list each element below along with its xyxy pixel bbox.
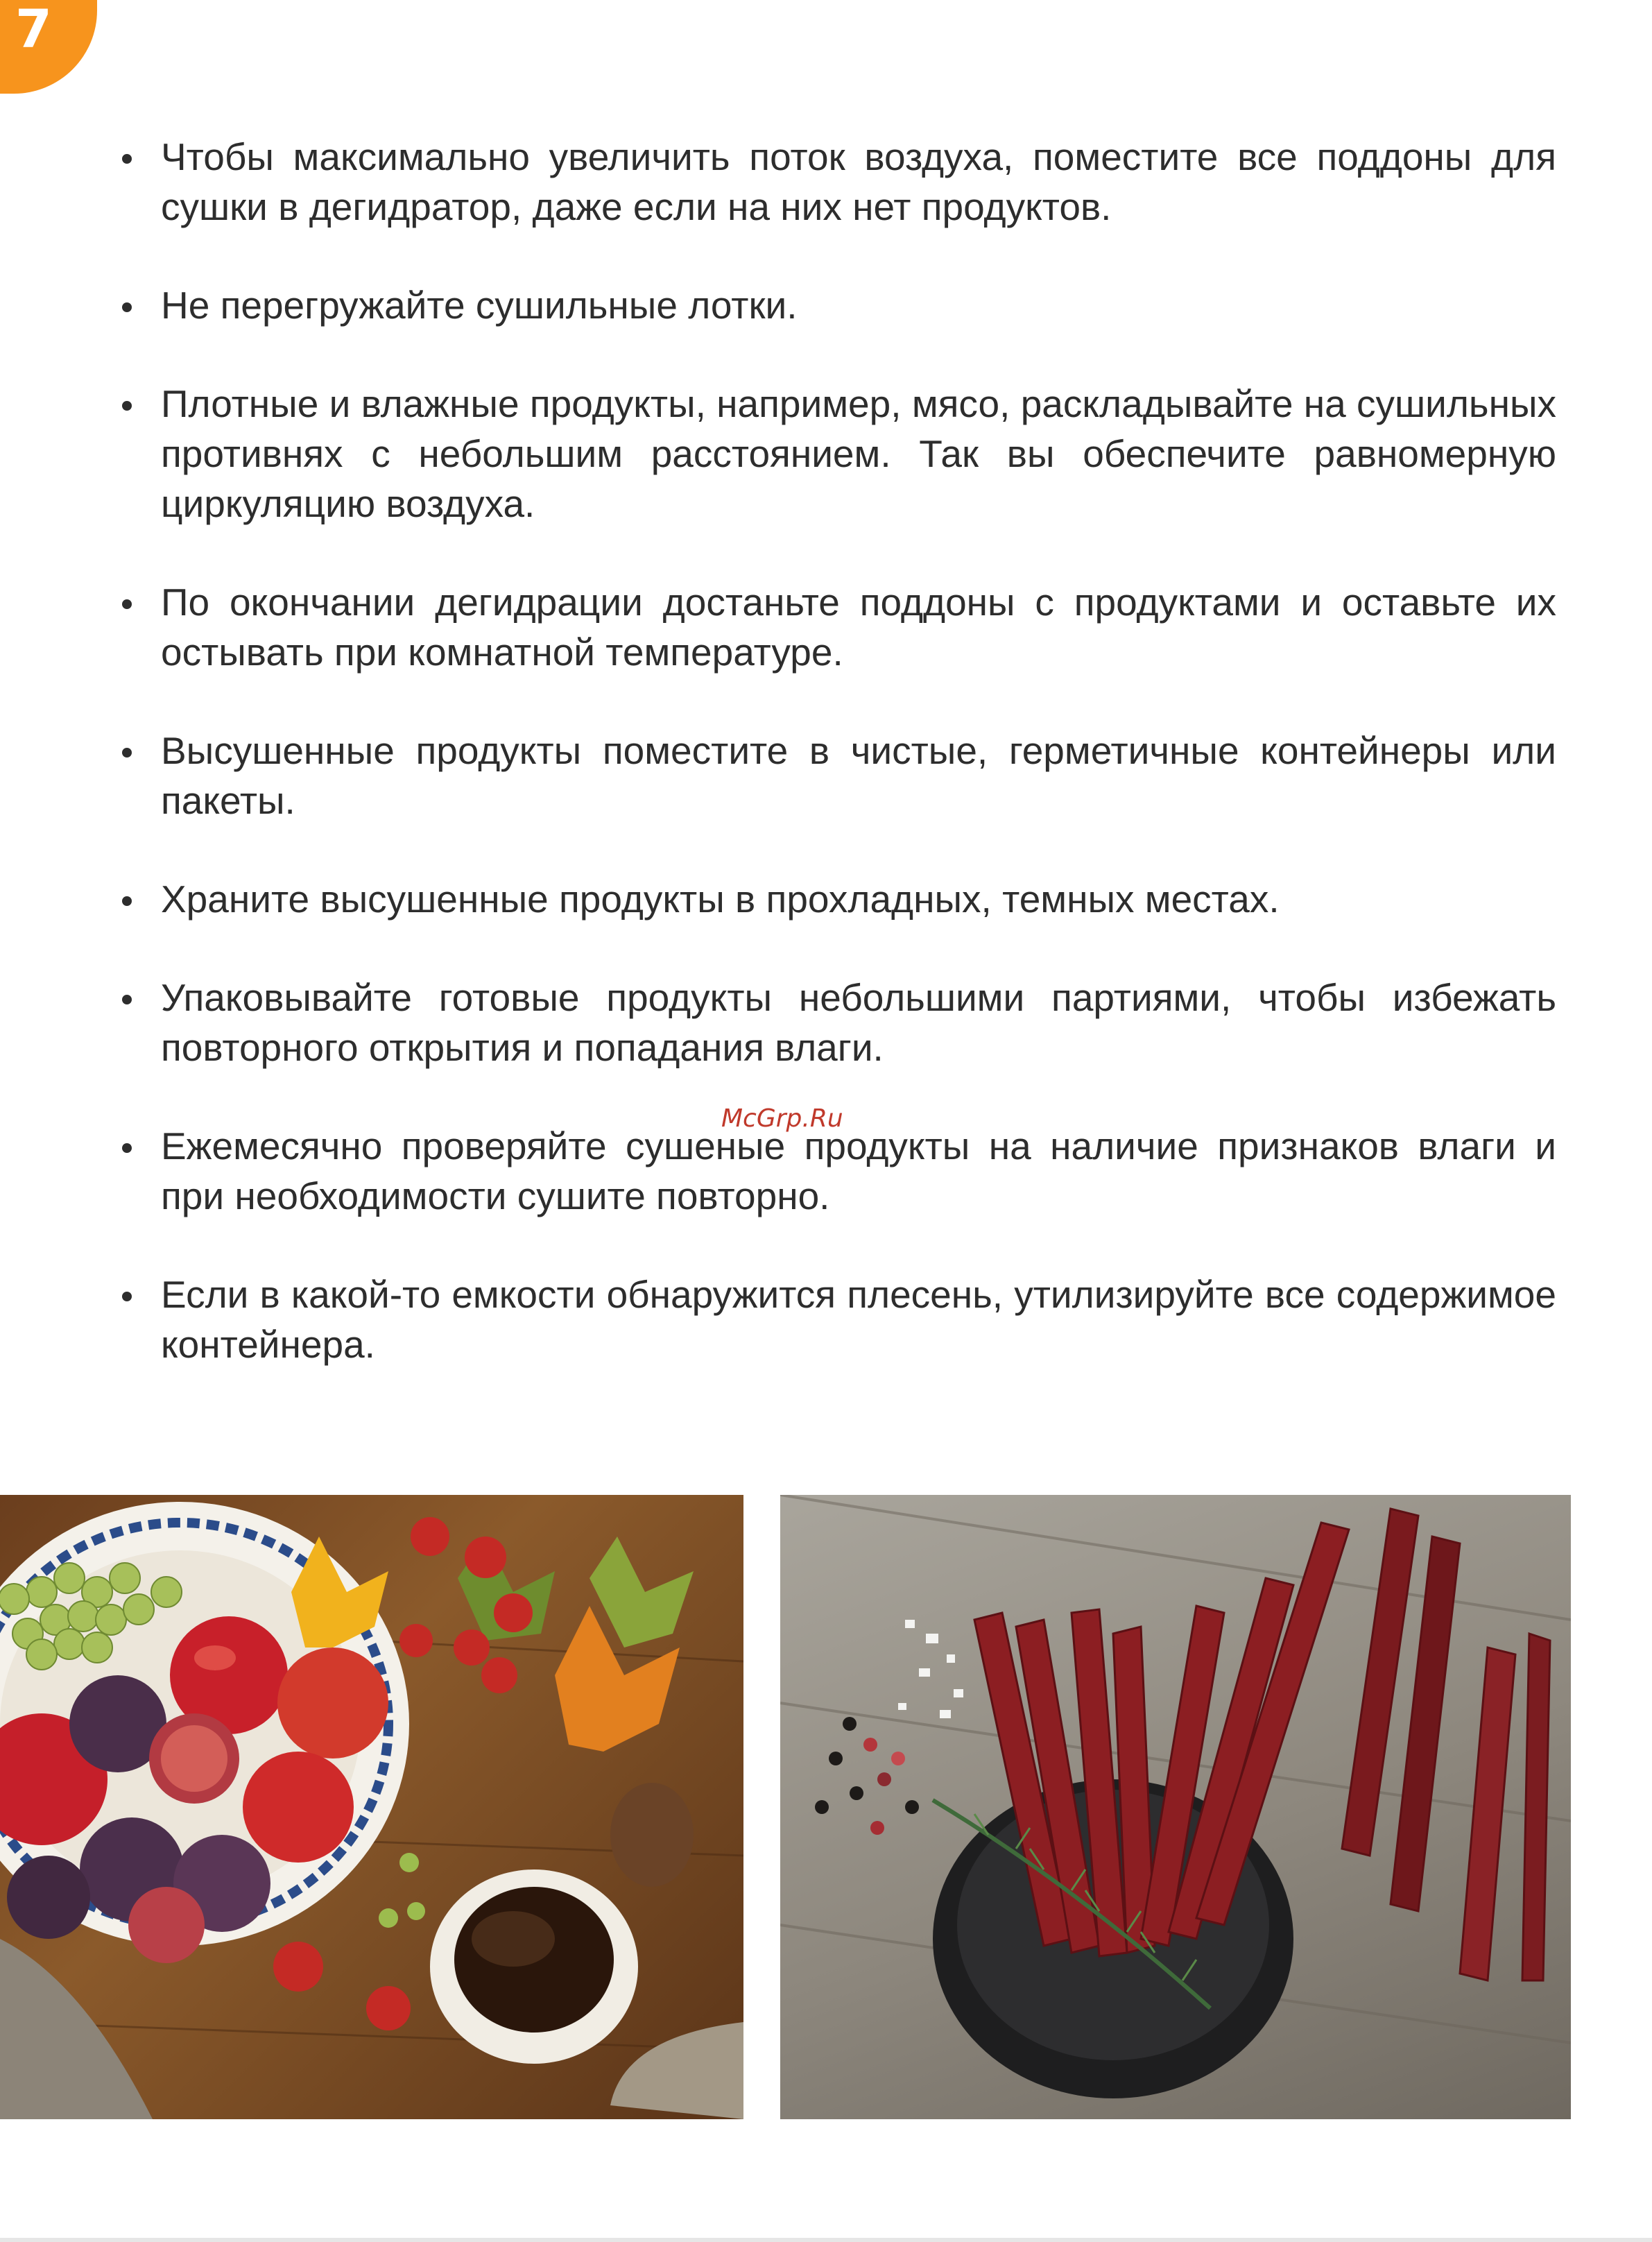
tip-text: Плотные и влажные продукты, например, мясо, раскладывайте на сушильных противнях с небольшим расстоянием. Так вы обеспечите равномерную циркуляцию воздуха. — [161, 382, 1556, 525]
tip-text: Упаковывайте готовые продукты небольшими партиями, чтобы избежать повторного открытия и попадания влаги. — [161, 976, 1556, 1069]
bullet-icon — [122, 896, 132, 906]
bullet-icon — [122, 302, 132, 312]
tip-text: Если в какой-то емкости обнаружится плесень, утилизируйте все содержимое контейнера. — [161, 1273, 1556, 1366]
tip-item — [119, 973, 1556, 1072]
tip-item — [119, 132, 1556, 232]
tip-item — [119, 1269, 1556, 1369]
photo-jerky-in-bowl — [780, 1495, 1571, 2119]
tip-text: Храните высушенные продукты в прохладных, темных местах. — [161, 878, 1280, 921]
bullet-icon — [122, 995, 132, 1004]
bullet-icon — [122, 599, 132, 609]
bullet-icon — [122, 401, 132, 411]
bullet-icon — [122, 1292, 132, 1301]
photo-fruits-and-leaves — [0, 1495, 743, 2119]
tip-item — [119, 280, 1556, 330]
tip-item — [119, 874, 1556, 924]
tip-text: Высушенные продукты поместите в чистые, герметичные контейнеры или пакеты. — [161, 729, 1556, 822]
page-number: 7 — [15, 0, 52, 60]
tip-text: Ежемесячно проверяйте сушеные продукты на наличие признаков влаги и при необходимости сушите повторно. — [161, 1124, 1556, 1217]
tip-item — [119, 1121, 1556, 1221]
bullet-icon — [122, 1143, 132, 1153]
tip-text: Не перегружайте сушильные лотки. — [161, 284, 798, 327]
bullet-icon — [122, 748, 132, 758]
tip-text: Чтобы максимально увеличить поток воздуха, поместите все поддоны для сушки в дегидратор, даже если на них нет продуктов. — [161, 135, 1556, 228]
bottom-rule — [0, 2238, 1652, 2242]
tip-item — [119, 379, 1556, 529]
tips-list — [119, 132, 1556, 1418]
tip-item — [119, 726, 1556, 825]
bullet-icon — [122, 154, 132, 164]
tip-item — [119, 577, 1556, 677]
tip-text: По окончании дегидрации достаньте поддоны с продуктами и оставьте их остывать при комнатной температуре. — [161, 581, 1556, 674]
watermark: McGrp.Ru — [721, 1104, 843, 1133]
